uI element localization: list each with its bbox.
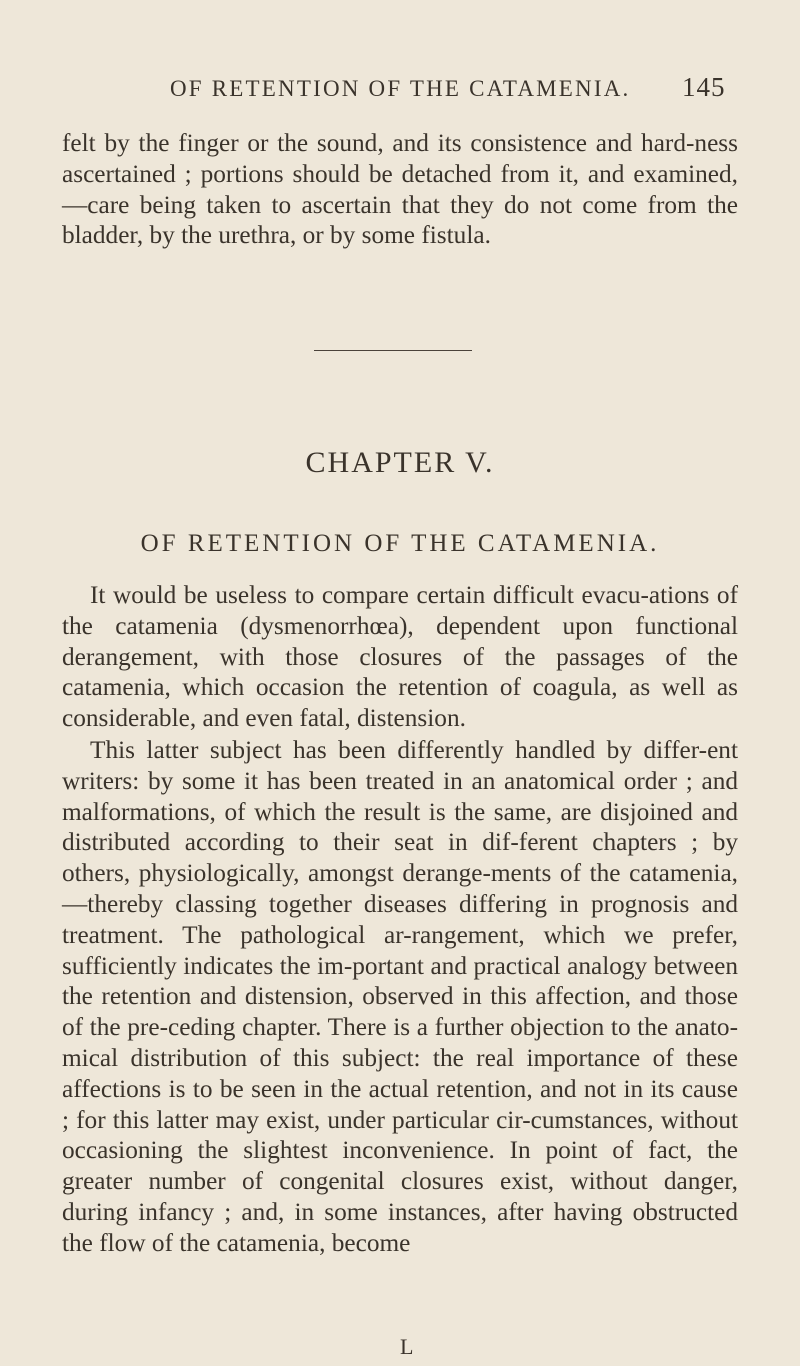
page-number: 145 <box>682 72 726 102</box>
body-paragraph-intro: It would be useless to compare certain difficult evacu-ations of the catamenia (dysmenorrhœa), dependent upon functional derangement, with those closures of the passages of the catamenia, which occasion the retention of coagula, as well as considerable, and even fatal, distension. <box>62 581 738 733</box>
chapter-heading: CHAPTER V. <box>305 446 495 479</box>
continued-paragraph: felt by the finger or the sound, and its consistence and hard-ness ascertained ; portions should be detached from it, and examined,—care being taken to ascertain that they do not come from the bladder, by the urethra, or by some fistula. <box>62 129 738 250</box>
body-paragraph-main: This latter subject has been differently handled by differ-ent writers: by some it has been treated in an anatomical order ; and malformations, of which the result is the same, are disjoined and distributed according to their seat in dif-ferent chapters ; by others, physiologically, amongst derange-ments of the catamenia,—thereby classing together diseases differing in prognosis and treatment. The pathological ar-rangement, which we prefer, sufficiently indicates the im-portant and practical analogy between the retention and distension, observed in this affection, and those of the pre-ceding chapter. There is a further objection to the anato-mical distribution of this subject: the real importance of these affections is to be seen in the actual retention, and not in its cause ; for this latter may exist, under particular cir-cumstances, without occasioning the slightest inconvenience. In point of fact, the greater number of congenital closures exist, without danger, during infancy ; and, in some instances, after having obstructed the flow of the catamenia, become <box>62 736 738 1257</box>
chapter-subheading: OF RETENTION OF THE CATAMENIA. <box>140 530 660 557</box>
signature-mark: L <box>400 1334 414 1359</box>
section-divider <box>314 350 472 351</box>
running-head: OF RETENTION OF THE CATAMENIA. <box>170 76 631 101</box>
